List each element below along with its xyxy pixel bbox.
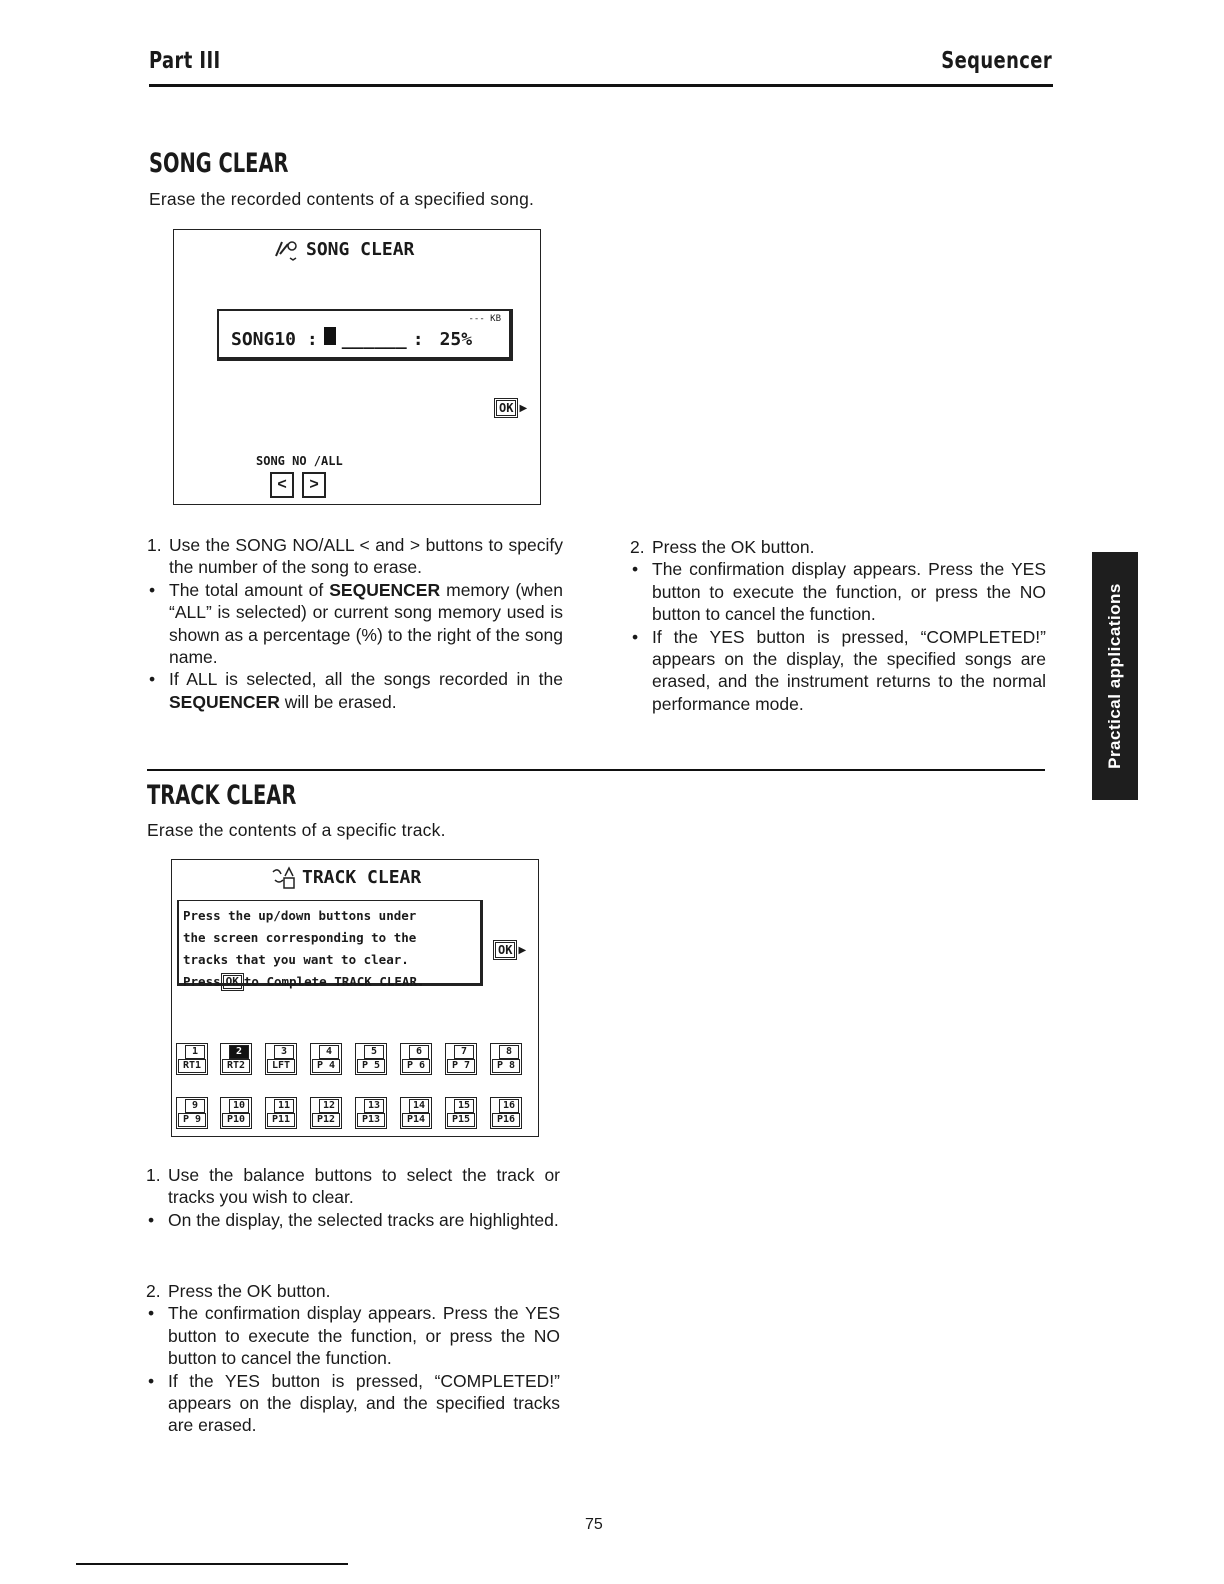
song-name-field[interactable]: ______ [341, 329, 407, 350]
list-item: 1. Use the balance buttons to select the track or tracks you wish to clear. [146, 1165, 560, 1208]
ok-button-label: OK [496, 400, 516, 416]
prev-song-button[interactable]: < [270, 472, 294, 498]
screen-title [270, 864, 421, 890]
track-clear-screen [171, 859, 539, 1137]
side-tab [1092, 552, 1138, 800]
list-item: • If ALL is selected, all the songs recorded in the SEQUENCER will be erased. [147, 668, 563, 713]
song-clear-intro: Erase the recorded contents of a specified song. [149, 189, 535, 209]
song-field-row [231, 327, 472, 350]
page-number: 75 [585, 1516, 603, 1533]
song-clear-icon [272, 236, 300, 262]
side-tab-label: Practical applications [1105, 583, 1125, 769]
message-box [177, 900, 483, 989]
ok-button[interactable] [495, 942, 526, 958]
list-item: • On the display, the selected tracks are highlighted. [146, 1209, 560, 1231]
message-line: Press OK to Complete TRACK CLEAR. [183, 974, 425, 989]
track-button-7[interactable]: 7 P 7 [445, 1043, 477, 1075]
track-button-12[interactable]: 12 P12 [310, 1097, 342, 1129]
track-clear-intro: Erase the contents of a specific track. [147, 820, 446, 840]
list-item: 1. Use the SONG NO/ALL < and > buttons to specify the number of the song to erase. [147, 535, 563, 578]
list-item: • The confirmation display appears. Press the YES button to execute the function, or press the NO button to cancel the function. [146, 1302, 560, 1369]
song-field-box [217, 309, 513, 361]
inline-ok-icon: OK [223, 975, 242, 989]
track-button-13[interactable]: 13 P13 [355, 1097, 387, 1129]
track-button-3[interactable]: 3 LFT [265, 1043, 297, 1075]
section-divider [147, 769, 1045, 771]
list-item: • If the YES button is pressed, “COMPLETED!” appears on the display, and the specified tracks are erased. [146, 1370, 560, 1437]
list-item: • If the YES button is pressed, “COMPLETED!” appears on the display, the specified songs are erased, and the instrument returns to the normal performance mode. [630, 626, 1046, 716]
track-button-5[interactable]: 5 P 5 [355, 1043, 387, 1075]
track-clear-steps-1 [146, 1164, 560, 1231]
track-button-16[interactable]: 16 P16 [490, 1097, 522, 1129]
screen-title-text: TRACK CLEAR [302, 866, 422, 888]
song-clear-steps-right [630, 536, 1046, 715]
song-no-all-buttons [270, 472, 326, 498]
cursor [324, 327, 336, 345]
list-item: 2. Press the OK button. [146, 1281, 331, 1301]
track-button-8[interactable]: 8 P 8 [490, 1043, 522, 1075]
screen-title [272, 236, 414, 262]
track-clear-steps-2 [146, 1280, 560, 1437]
part-label: Part III [149, 48, 221, 74]
message-line: tracks that you want to clear. [183, 952, 409, 967]
message-line: the screen corresponding to the [183, 930, 417, 945]
scan-line [76, 1563, 348, 1565]
song-no-all-label: SONG NO /ALL [256, 454, 343, 468]
play-right-icon: ▶ [518, 944, 527, 956]
track-button-6[interactable]: 6 P 6 [400, 1043, 432, 1075]
track-button-14[interactable]: 14 P14 [400, 1097, 432, 1129]
ok-button[interactable] [496, 400, 527, 416]
next-song-button[interactable]: > [302, 472, 326, 498]
screen-title-text: SONG CLEAR [306, 238, 415, 260]
message-line: Press the up/down buttons under [183, 908, 417, 923]
kb-label: --- KB [468, 314, 501, 324]
field-separator: : [412, 329, 424, 350]
song-clear-steps-left [147, 534, 563, 713]
track-button-2[interactable]: 2 RT2 [220, 1043, 252, 1075]
ok-button-label: OK [495, 942, 515, 958]
memory-percent: 25% [439, 329, 473, 350]
song-clear-screen [173, 229, 541, 505]
track-clear-heading: TRACK CLEAR [147, 780, 297, 811]
track-button-11[interactable]: 11 P11 [265, 1097, 297, 1129]
track-button-1[interactable]: 1 RT1 [176, 1043, 208, 1075]
track-button-15[interactable]: 15 P15 [445, 1097, 477, 1129]
section-label: Sequencer [941, 48, 1052, 74]
track-button-10[interactable]: 10 P10 [220, 1097, 252, 1129]
play-right-icon: ▶ [519, 402, 528, 414]
list-item: • The total amount of SEQUENCER memory (when “ALL” is selected) or current song memory used is shown as a percentage (%) to the right of the song name. [147, 579, 563, 669]
header-rule [149, 84, 1053, 87]
list-item: • The confirmation display appears. Press the YES button to execute the function, or press the NO button to cancel the function. [630, 558, 1046, 625]
song-number: SONG10 : [231, 329, 318, 350]
list-item: 2. Press the OK button. [630, 537, 815, 557]
track-button-4[interactable]: 4 P 4 [310, 1043, 342, 1075]
track-clear-icon [270, 864, 296, 890]
track-button-9[interactable]: 9 P 9 [176, 1097, 208, 1129]
song-clear-heading: SONG CLEAR [149, 148, 289, 179]
